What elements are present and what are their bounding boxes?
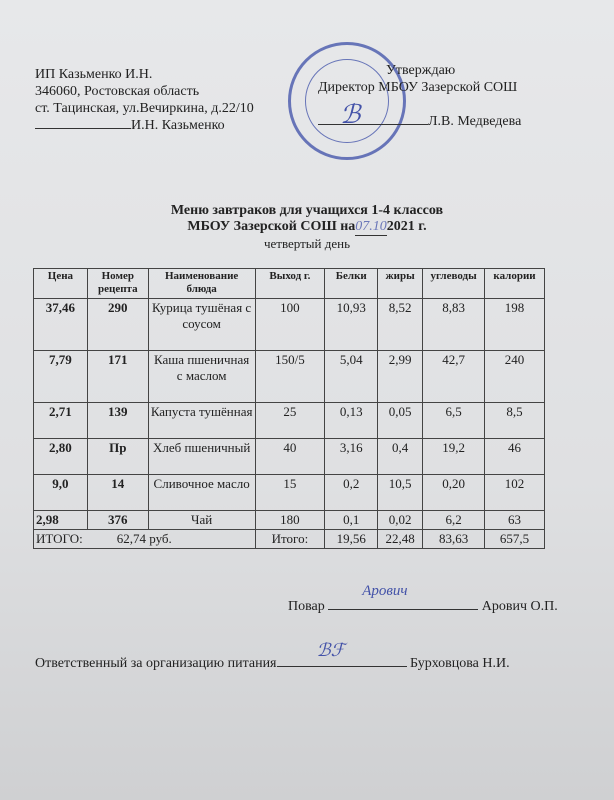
col-protein: Белки bbox=[325, 269, 378, 299]
price-cell: 2,80 bbox=[34, 439, 88, 475]
table-row bbox=[34, 403, 545, 439]
col-price: Цена bbox=[34, 269, 88, 299]
recipe-number-cell: 139 bbox=[87, 403, 148, 439]
col-dish: Наименование блюда bbox=[148, 269, 255, 299]
director-name: Л.В. Медведева bbox=[428, 114, 522, 129]
carbs-cell: 19,2 bbox=[423, 439, 485, 475]
price-cell: 2,71 bbox=[34, 403, 88, 439]
table-row bbox=[34, 439, 545, 475]
recipe-number-cell: 376 bbox=[87, 511, 148, 530]
dish-name-cell: Каша пшеничная с маслом bbox=[148, 351, 255, 403]
recipe-number-cell: Пр bbox=[87, 439, 148, 475]
carbs-cell: 8,83 bbox=[423, 299, 485, 351]
dish-name-cell: Капуста тушённая bbox=[148, 403, 255, 439]
yield-cell: 100 bbox=[255, 299, 325, 351]
yield-cell: 15 bbox=[255, 475, 325, 511]
left-header bbox=[35, 66, 254, 134]
menu-title: Меню завтраков для учащихся 1-4 классов bbox=[170, 203, 444, 218]
fat-cell: 0,05 bbox=[378, 403, 423, 439]
calories-cell: 102 bbox=[485, 475, 545, 511]
total-fat: 22,48 bbox=[378, 530, 423, 549]
yield-cell: 180 bbox=[255, 511, 325, 530]
itogo-label: Итого: bbox=[255, 530, 325, 549]
recipe-number-cell: 14 bbox=[87, 475, 148, 511]
cook-name: Арович О.П. bbox=[481, 599, 558, 614]
approve-label: Утверждаю bbox=[386, 63, 456, 78]
carbs-cell: 0,20 bbox=[423, 475, 485, 511]
table-row bbox=[34, 475, 545, 511]
dish-name-cell: Сливочное масло bbox=[148, 475, 255, 511]
responsible-signature: ℬℱ bbox=[316, 640, 345, 660]
responsible-name: Бурховцова Н.И. bbox=[410, 656, 510, 671]
dish-name-cell: Чай bbox=[148, 511, 255, 530]
day-label: четвертый день bbox=[263, 236, 351, 251]
responsible-line: Ответственный за организацию питания ℬℱ Бурховцова Н.И. bbox=[35, 640, 510, 671]
calories-cell: 198 bbox=[485, 299, 545, 351]
fat-cell: 0,02 bbox=[378, 511, 423, 530]
carbs-cell: 42,7 bbox=[423, 351, 485, 403]
org-address-1: 346060, Ростовская область bbox=[35, 84, 200, 99]
table-row bbox=[34, 511, 545, 530]
yield-cell: 40 bbox=[255, 439, 325, 475]
protein-cell: 10,93 bbox=[325, 299, 378, 351]
fat-cell: 2,99 bbox=[378, 351, 423, 403]
col-carbs: углеводы bbox=[423, 269, 485, 299]
protein-cell: 0,2 bbox=[325, 475, 378, 511]
director-title: Директор МБОУ Зазерской СОШ bbox=[318, 80, 518, 95]
price-cell: 37,46 bbox=[34, 299, 88, 351]
dish-name-cell: Хлеб пшеничный bbox=[148, 439, 255, 475]
cook-signature: Арович bbox=[362, 583, 408, 599]
recipe-number-cell: 290 bbox=[87, 299, 148, 351]
org-name: ИП Казьменко И.Н. bbox=[35, 67, 153, 82]
protein-cell: 0,13 bbox=[325, 403, 378, 439]
org-signature-line: И.Н. Казьменко bbox=[35, 117, 254, 134]
price-cell: 7,79 bbox=[34, 351, 88, 403]
total-carbs: 83,63 bbox=[423, 530, 485, 549]
calories-cell: 46 bbox=[485, 439, 545, 475]
col-recipe: Номер рецепта bbox=[87, 269, 148, 299]
protein-cell: 0,1 bbox=[325, 511, 378, 530]
protein-cell: 3,16 bbox=[325, 439, 378, 475]
calories-cell: 240 bbox=[485, 351, 545, 403]
carbs-cell: 6,5 bbox=[423, 403, 485, 439]
col-calories: калории bbox=[485, 269, 545, 299]
table-header-row bbox=[34, 269, 545, 299]
fat-cell: 10,5 bbox=[378, 475, 423, 511]
price-cell: 2,98 bbox=[34, 511, 88, 530]
calories-cell: 8,5 bbox=[485, 403, 545, 439]
protein-cell: 5,04 bbox=[325, 351, 378, 403]
total-price-cell: ИТОГО: 62,74 руб. bbox=[34, 530, 256, 549]
right-header bbox=[318, 62, 521, 130]
director-signature: ℬ bbox=[340, 100, 361, 129]
menu-date: 07.10 bbox=[355, 219, 387, 234]
table-row bbox=[34, 351, 545, 403]
menu-table bbox=[33, 268, 545, 549]
col-fat: жиры bbox=[378, 269, 423, 299]
calories-cell: 63 bbox=[485, 511, 545, 530]
price-cell: 9,0 bbox=[34, 475, 88, 511]
yield-cell: 25 bbox=[255, 403, 325, 439]
total-protein: 19,56 bbox=[325, 530, 378, 549]
org-address-2: ст. Тацинская, ул.Вечиркина, д.22/10 bbox=[35, 101, 254, 116]
fat-cell: 8,52 bbox=[378, 299, 423, 351]
dish-name-cell: Курица тушёная с соусом bbox=[148, 299, 255, 351]
fat-cell: 0,4 bbox=[378, 439, 423, 475]
total-calories: 657,5 bbox=[485, 530, 545, 549]
col-yield: Выход г. bbox=[255, 269, 325, 299]
recipe-number-cell: 171 bbox=[87, 351, 148, 403]
carbs-cell: 6,2 bbox=[423, 511, 485, 530]
menu-subtitle: МБОУ Зазерской СОШ на07.102021 г. bbox=[187, 219, 427, 234]
cook-signature-line: Повар Арович Арович О.П. bbox=[288, 583, 558, 614]
table-row bbox=[34, 299, 545, 351]
yield-cell: 150/5 bbox=[255, 351, 325, 403]
table-total-row bbox=[34, 530, 545, 549]
